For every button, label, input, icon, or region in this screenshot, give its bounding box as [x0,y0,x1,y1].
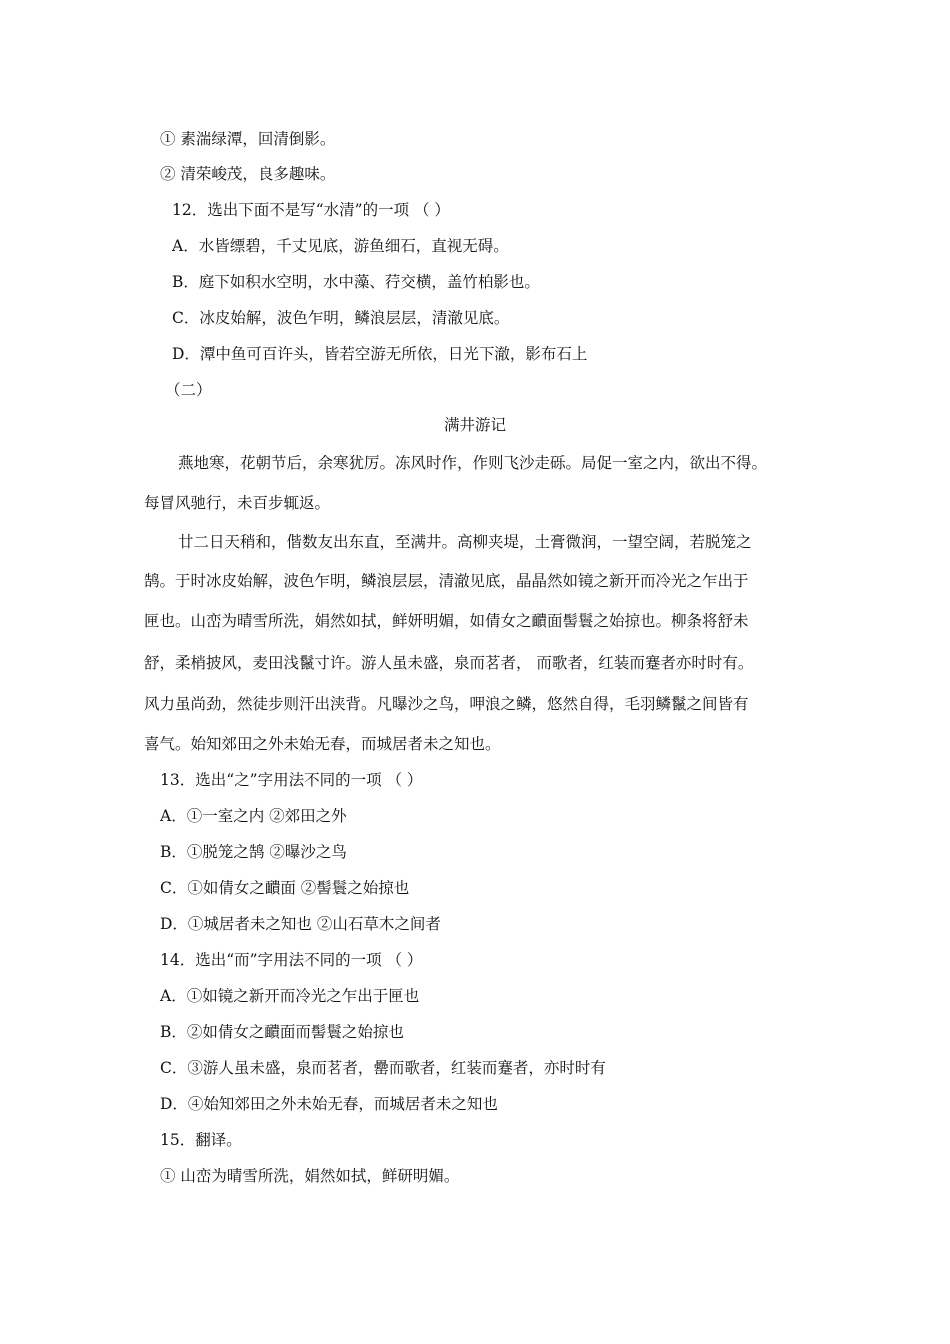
question-14-option-b: B．②如倩女之靧面而髻鬟之始掠也 [160,1023,404,1041]
passage-line: 喜气。始知郊田之外未始无春，而城居者未之知也。 [144,735,501,753]
question-12-option-a: A．水皆缥碧，千丈见底，游鱼细石，直视无碍。 [172,237,509,255]
question-14-option-d: D．④始知郊田之外未始无春，而城居者未之知也 [160,1095,498,1113]
question-13-stem: 13．选出“之”字用法不同的一项 （ ） [160,771,423,789]
question-15-stem: 15．翻译。 [160,1131,242,1149]
question-13-option-b: B．①脱笼之鹄 ②曝沙之鸟 [160,843,347,861]
passage-line: 舒，柔梢披风，麦田浅鬣寸许。游人虽未盛，泉而茗者， 而歌者，红装而蹇者亦时时有。 [144,654,754,672]
passage-title: 满井游记 [443,416,506,434]
question-12-option-c: C．冰皮始解，波色乍明，鳞浪层层，清澈见底。 [172,309,510,327]
question-12-stem: 12．选出下面不是写“水清”的一项 （ ） [172,201,450,219]
translation-item-1: ① 素湍绿潭，回清倒影。 [160,130,336,148]
question-14-option-a: A．①如镜之新开而冷光之乍出于匣也 [160,987,420,1005]
question-14-option-c: C．③游人虽未盛，泉而茗者，罍而歌者，红装而蹇者，亦时时有 [160,1059,606,1077]
section-label: （二） [165,381,212,399]
passage-line: 鹄。于时冰皮始解，波色乍明，鳞浪层层，清澈见底，晶晶然如镜之新开而冷光之乍出于 [144,572,749,590]
passage-line: 每冒风驰行，未百步辄返。 [144,494,331,512]
question-13-option-a: A．①一室之内 ②郊田之外 [160,807,347,825]
passage-line: 风力虽尚劲，然徒步则汗出浃背。凡曝沙之鸟，呷浪之鳞，悠然自得，毛羽鳞鬣之间皆有 [144,695,749,713]
question-15-item-1: ① 山峦为晴雪所洗，娟然如拭，鲜研明媚。 [160,1167,460,1185]
question-13-option-c: C．①如倩女之靧面 ②髻鬟之始掠也 [160,879,410,897]
question-13-option-d: D．①城居者未之知也 ②山石草木之间者 [160,915,441,933]
passage-line: 匣也。山峦为晴雪所洗，娟然如拭，鲜妍明媚，如倩女之靧面髻鬟之始掠也。柳条将舒未 [144,612,749,630]
passage-line: 燕地寒，花朝节后，余寒犹厉。冻风时作，作则飞沙走砾。局促一室之内，欲出不得。 [178,454,768,472]
passage-line: 廿二日天稍和，偕数友出东直，至满井。高柳夹堤，土膏微润，一望空阔，若脱笼之 [178,533,752,551]
translation-item-2: ② 清荣峻茂，良多趣味。 [160,165,336,183]
question-12-option-b: B．庭下如积水空明，水中藻、荇交横，盖竹柏影也。 [172,273,540,291]
question-14-stem: 14．选出“而”字用法不同的一项 （ ） [160,951,423,969]
question-12-option-d: D．潭中鱼可百许头，皆若空游无所依，日光下澈，影布石上 [172,345,588,363]
